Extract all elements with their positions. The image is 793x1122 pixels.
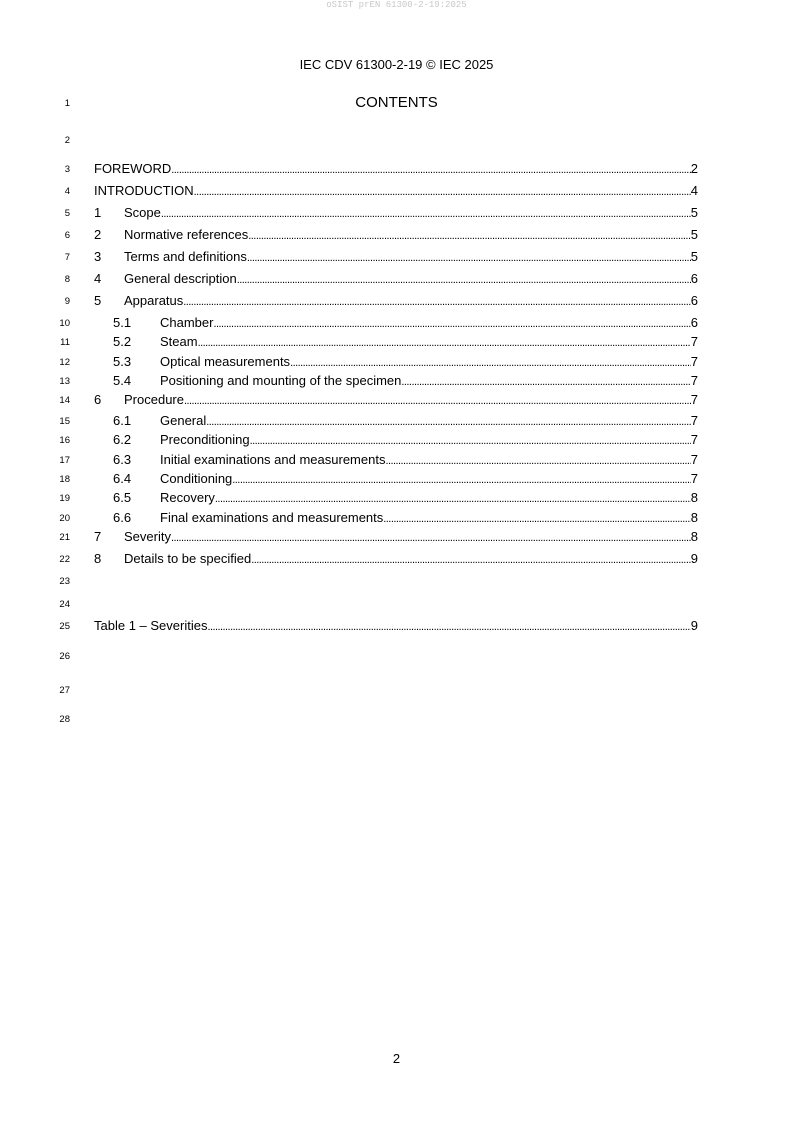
toc-entry-page: 8 [690, 490, 698, 505]
toc-entry-number: 3 [94, 249, 102, 264]
toc-entry-number: 6.3 [113, 452, 132, 467]
toc-entry-page: 9 [690, 618, 698, 633]
toc-entry-page: 7 [690, 334, 698, 349]
toc-entry-title: Chamber [160, 315, 214, 330]
line-number: 26 [59, 651, 70, 662]
line-number: 22 [59, 554, 70, 565]
toc-entry-number: 2 [94, 227, 102, 242]
contents-title: CONTENTS [355, 94, 438, 111]
leader-dots [383, 510, 690, 525]
line-number: 21 [59, 532, 70, 543]
toc-entry-number: 5 [94, 293, 102, 308]
toc-entry-title: Table 1 – Severities [94, 618, 208, 633]
toc-entry-title: Details to be specified [124, 551, 252, 566]
line-number: 17 [59, 455, 70, 466]
toc-entry-number: 7 [94, 529, 102, 544]
leader-dots [237, 271, 691, 286]
line-number: 19 [59, 493, 70, 504]
leader-dots [247, 249, 691, 264]
toc-entry-page: 7 [690, 373, 698, 388]
toc-entry-page: 8 [690, 529, 698, 544]
leader-dots [161, 205, 691, 220]
toc-entry-title: General [160, 413, 207, 428]
line-number: 28 [59, 714, 70, 725]
line-number: 1 [64, 98, 70, 109]
toc-entry-page: 5 [690, 205, 698, 220]
toc-entry-page: 7 [690, 354, 698, 369]
toc-entry-page: 6 [690, 293, 698, 308]
toc-entry-5-3[interactable] [94, 354, 698, 372]
leader-dots [385, 452, 690, 467]
toc-entry-number: 6.6 [113, 510, 132, 525]
leader-dots [206, 413, 691, 428]
toc-entry-title: INTRODUCTION [94, 183, 194, 198]
line-number: 12 [59, 357, 70, 368]
line-number: 9 [64, 296, 70, 307]
line-number: 24 [59, 599, 70, 610]
leader-dots [401, 373, 690, 388]
toc-entry-5-4[interactable] [94, 373, 698, 391]
toc-entry-page: 9 [690, 551, 698, 566]
toc-entry-title: Final examinations and measurements [160, 510, 384, 525]
toc-entry-number: 6 [94, 392, 102, 407]
toc-entry-number: 5.2 [113, 334, 132, 349]
toc-entry-title: Steam [160, 334, 198, 349]
toc-entry-6[interactable] [94, 392, 698, 410]
watermark: oSIST prEN 61300-2-19:2025 [326, 0, 467, 10]
leader-dots [207, 618, 690, 633]
line-number: 11 [60, 337, 70, 348]
toc-entry-6-1[interactable] [94, 413, 698, 431]
toc-entry-7[interactable] [94, 529, 698, 547]
toc-entry-5-1[interactable] [94, 315, 698, 333]
toc-entry-page: 6 [690, 271, 698, 286]
line-number: 3 [64, 164, 70, 175]
line-number: 13 [59, 376, 70, 387]
toc-entry-title: Initial examinations and measurements [160, 452, 386, 467]
toc-entry-number: 6.5 [113, 490, 132, 505]
page-number: 2 [392, 1051, 401, 1066]
leader-dots [184, 392, 691, 407]
leader-dots [232, 471, 690, 486]
toc-entry-5[interactable] [94, 293, 698, 311]
leader-dots [171, 161, 690, 176]
line-number: 10 [59, 318, 70, 329]
toc-entry-foreword[interactable] [94, 161, 698, 179]
toc-entry-title: Terms and definitions [124, 249, 247, 264]
toc-entry-5-2[interactable] [94, 334, 698, 352]
toc-entry-number: 4 [94, 271, 102, 286]
toc-entry-title: Apparatus [124, 293, 184, 308]
toc-entry-title: Recovery [160, 490, 215, 505]
leader-dots [251, 551, 691, 566]
toc-entry-title: Optical measurements [160, 354, 291, 369]
toc-entry-6-4[interactable] [94, 471, 698, 489]
toc-entry-page: 5 [690, 227, 698, 242]
toc-entry-6-3[interactable] [94, 452, 698, 470]
toc-entry-6-6[interactable] [94, 510, 698, 528]
toc-entry-page: 6 [690, 315, 698, 330]
leader-dots [171, 529, 691, 544]
toc-entry-page: 7 [690, 432, 698, 447]
toc-entry-page: 4 [690, 183, 698, 198]
toc-entry-3[interactable] [94, 249, 698, 267]
line-number: 25 [59, 621, 70, 632]
toc-entry-title: General description [124, 271, 237, 286]
page-header: IEC CDV 61300-2-19 © IEC 2025 [299, 57, 494, 72]
toc-entry-number: 5.1 [113, 315, 132, 330]
toc-entry-number: 5.4 [113, 373, 132, 388]
line-number: 14 [59, 395, 70, 406]
leader-dots [213, 315, 690, 330]
toc-entry-page: 7 [690, 392, 698, 407]
toc-entry-number: 8 [94, 551, 102, 566]
toc-entry-page: 7 [690, 452, 698, 467]
toc-entry-title: Preconditioning [160, 432, 250, 447]
line-number: 20 [59, 513, 70, 524]
line-number: 4 [64, 186, 70, 197]
line-number: 18 [59, 474, 70, 485]
toc-entry-4[interactable] [94, 271, 698, 289]
line-number: 2 [64, 135, 70, 146]
toc-entry-page: 5 [690, 249, 698, 264]
line-number: 23 [59, 576, 70, 587]
toc-entry-6-2[interactable] [94, 432, 698, 450]
toc-entry-title: FOREWORD [94, 161, 172, 176]
toc-entry-page: 8 [690, 510, 698, 525]
toc-entry-title: Conditioning [160, 471, 233, 486]
toc-entry-title: Scope [124, 205, 161, 220]
toc-entry-introduction[interactable] [94, 183, 698, 201]
toc-entry-title: Normative references [124, 227, 249, 242]
leader-dots [290, 354, 691, 369]
leader-dots [194, 183, 691, 198]
line-number: 16 [59, 435, 70, 446]
toc-entry-number: 6.2 [113, 432, 132, 447]
toc-entry-6-5[interactable] [94, 490, 698, 508]
toc-entry-page: 7 [690, 471, 698, 486]
toc-entry-page: 2 [690, 161, 698, 176]
toc-entry-2[interactable] [94, 227, 698, 245]
toc-entry-number: 6.4 [113, 471, 132, 486]
toc-entry-1[interactable] [94, 205, 698, 223]
toc-entry-page: 7 [690, 413, 698, 428]
toc-entry-title: Positioning and mounting of the specimen [160, 373, 402, 388]
toc-entry-title: Severity [124, 529, 171, 544]
leader-dots [183, 293, 691, 308]
line-number: 5 [64, 208, 70, 219]
leader-dots [248, 227, 690, 242]
toc-entry-8[interactable] [94, 551, 698, 569]
toc-entry-number: 5.3 [113, 354, 132, 369]
line-number: 27 [59, 685, 70, 696]
toc-entry-table-1[interactable] [94, 618, 698, 636]
line-number: 6 [64, 230, 70, 241]
line-number: 7 [64, 252, 70, 263]
leader-dots [215, 490, 691, 505]
toc-entry-number: 1 [94, 205, 102, 220]
line-number: 8 [64, 274, 70, 285]
toc-entry-number: 6.1 [113, 413, 132, 428]
line-number: 15 [59, 416, 70, 427]
leader-dots [198, 334, 691, 349]
leader-dots [250, 432, 691, 447]
toc-entry-title: Procedure [124, 392, 184, 407]
